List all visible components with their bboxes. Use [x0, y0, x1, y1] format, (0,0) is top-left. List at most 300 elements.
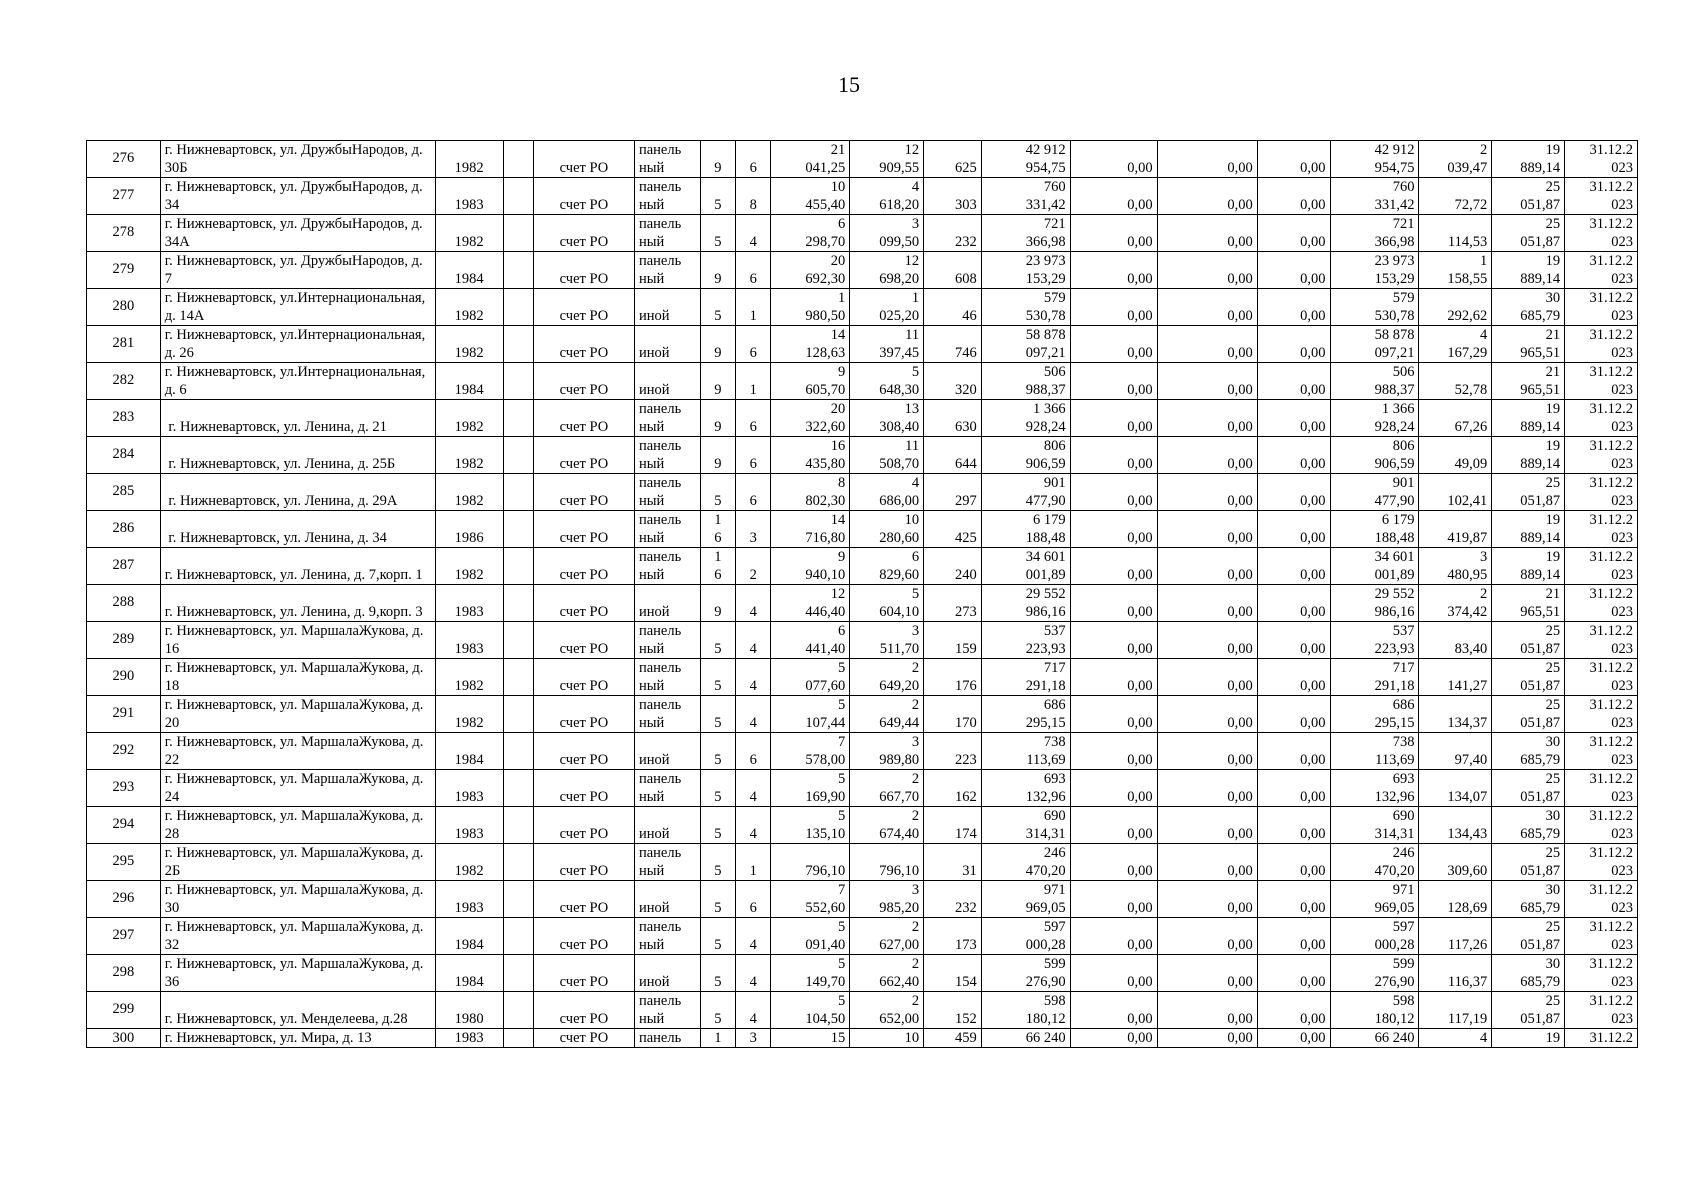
- cell-address: [160, 548, 435, 585]
- table-row: [87, 659, 1638, 696]
- cell-line: 29 552: [1025, 586, 1066, 602]
- cell-area-total: [771, 474, 850, 511]
- cell-fund-owners: [1330, 770, 1419, 807]
- cell-line: 167,29: [1447, 344, 1488, 361]
- cell-line: ный: [638, 455, 665, 472]
- cell-blank: [503, 326, 533, 363]
- cell-source: счет РО: [533, 1029, 634, 1048]
- cell-source: счет РО: [533, 437, 634, 474]
- cell-source: счет РО: [533, 585, 634, 622]
- cell-cost-total: [981, 1029, 1070, 1048]
- cell-line: 31.12.2: [1589, 956, 1633, 972]
- cell-fund-local: 0,00: [1257, 141, 1330, 178]
- cell-line: г. Нижневартовск, ул. Маршала: [164, 771, 359, 787]
- cell-blank: [503, 548, 533, 585]
- cell-line: 5: [714, 233, 722, 250]
- cell-entrances: 4: [736, 585, 771, 622]
- cell-residents: 232: [924, 215, 982, 252]
- cell-entrances: 6: [736, 141, 771, 178]
- cell-line: 331,42: [1025, 196, 1066, 213]
- cell-line: 5: [714, 307, 722, 324]
- cell-residents: 630: [924, 400, 982, 437]
- cell-line: 419,87: [1447, 529, 1488, 546]
- cell-fund-owners: [1330, 511, 1419, 548]
- cell-line: 685,79: [1520, 973, 1561, 990]
- cell-cost-total: [981, 511, 1070, 548]
- cell-line: 5: [911, 364, 920, 380]
- cell-line: 901: [1043, 475, 1066, 491]
- cell-line: 693: [1392, 771, 1415, 787]
- cell-material: [634, 363, 700, 400]
- cell-area-living: [850, 178, 924, 215]
- cell-material: [634, 733, 700, 770]
- cell-area-total: [771, 955, 850, 992]
- cell-fund-federal: 0,00: [1070, 585, 1157, 622]
- cell-residents: 425: [924, 511, 982, 548]
- cell-line: 31.12.2: [1589, 253, 1633, 269]
- cell-line: 3: [911, 216, 920, 232]
- cell-fund-regional: 0,00: [1157, 141, 1257, 178]
- cell-line: 107,44: [805, 714, 846, 731]
- cell-fund-federal: 0,00: [1070, 844, 1157, 881]
- cell-line: г. Нижневартовск, ул. Ленина, д. 21: [168, 418, 387, 435]
- cell-limit-cost: [1492, 733, 1565, 770]
- cell-year: 1984: [435, 918, 503, 955]
- cell-line: 1: [911, 290, 920, 306]
- cell-line: 31.12.2: [1589, 623, 1633, 639]
- cell-area-living: [850, 363, 924, 400]
- cell-num: 282: [87, 363, 161, 400]
- cell-material: [634, 289, 700, 326]
- cell-line: 889,14: [1520, 418, 1561, 435]
- cell-line: 1 366: [1033, 401, 1066, 417]
- cell-fund-owners: [1330, 141, 1419, 178]
- cell-area-total: [771, 437, 850, 474]
- cell-line: 023: [1611, 751, 1633, 768]
- cell-line: 965,51: [1520, 603, 1561, 620]
- cell-line: 980,50: [805, 307, 846, 324]
- cell-line: 3: [1480, 549, 1488, 565]
- cell-line: 134,37: [1447, 714, 1488, 731]
- cell-line: [639, 882, 696, 900]
- cell-entrances: 6: [736, 881, 771, 918]
- cell-line: 31.12.2: [1589, 919, 1633, 935]
- cell-fund-owners: [1330, 992, 1419, 1029]
- cell-area-total: [771, 807, 850, 844]
- cell-line: 169,90: [805, 788, 846, 805]
- cell-line: 135,10: [805, 825, 846, 842]
- cell-line: г. Нижневартовск, ул. Ленина, д. 25Б: [168, 455, 396, 472]
- cell-cost-total: [981, 141, 1070, 178]
- cell-year: 1983: [435, 178, 503, 215]
- cell-line: Народов, д. 30Б: [164, 142, 423, 176]
- cell-residents: 240: [924, 548, 982, 585]
- cell-line: г. Нижневартовск, ул. Маршала: [164, 919, 359, 935]
- cell-line: 31.12.2: [1589, 401, 1633, 417]
- cell-floors: [700, 696, 735, 733]
- cell-residents: 46: [924, 289, 982, 326]
- cell-line: [639, 364, 696, 382]
- cell-area-total: [771, 992, 850, 1029]
- cell-line: 83,40: [1454, 640, 1488, 657]
- cell-line: 291,18: [1025, 677, 1066, 694]
- cell-line: 49,09: [1454, 455, 1488, 472]
- cell-line: [1423, 882, 1487, 900]
- cell-num: 299: [87, 992, 161, 1029]
- cell-area-total: [771, 400, 850, 437]
- cell-area-living: [850, 844, 924, 881]
- cell-line: 6: [911, 549, 920, 565]
- cell-residents: 170: [924, 696, 982, 733]
- cell-limit-cost: [1492, 992, 1565, 1029]
- cell-line: 14: [830, 512, 846, 528]
- cell-area-living: [850, 585, 924, 622]
- cell-material: [634, 1029, 700, 1048]
- cell-fund-regional: 0,00: [1157, 659, 1257, 696]
- cell-line: 760: [1392, 179, 1415, 195]
- cell-material: [634, 696, 700, 733]
- cell-line: 20: [830, 253, 846, 269]
- cell-residents: 625: [924, 141, 982, 178]
- cell-source: счет РО: [533, 955, 634, 992]
- cell-line: 041,25: [805, 159, 846, 176]
- cell-year: 1986: [435, 511, 503, 548]
- cell-limit-cost: [1492, 289, 1565, 326]
- cell-line: ный: [638, 1010, 665, 1027]
- cell-limit-cost: [1492, 955, 1565, 992]
- table-row: [87, 474, 1638, 511]
- cell-fund-regional: 0,00: [1157, 918, 1257, 955]
- cell-line: 906,59: [1025, 455, 1066, 472]
- cell-line: 31.12.2: [1589, 993, 1633, 1009]
- cell-area-living: [850, 696, 924, 733]
- cell-line: 889,14: [1520, 270, 1561, 287]
- cell-fund-owners: [1330, 955, 1419, 992]
- cell-line: панель: [638, 179, 682, 195]
- cell-fund-federal: 0,00: [1070, 770, 1157, 807]
- cell-line: 180,12: [1025, 1010, 1066, 1027]
- cell-line: 5: [838, 919, 846, 935]
- cell-year: 1984: [435, 733, 503, 770]
- cell-area-living: [850, 252, 924, 289]
- cell-line: Жукова, д. 16: [164, 623, 424, 657]
- cell-address: [160, 1029, 435, 1048]
- cell-line: 31.12.2: [1589, 660, 1633, 676]
- cell-line: 051,87: [1520, 936, 1561, 953]
- cell-blank: [503, 918, 533, 955]
- cell-source: счет РО: [533, 289, 634, 326]
- cell-line: 97,40: [1454, 751, 1488, 768]
- cell-line: 969,05: [1374, 899, 1415, 916]
- table-row: [87, 696, 1638, 733]
- cell-line: 618,20: [879, 196, 920, 213]
- cell-line: 023: [1611, 307, 1633, 324]
- cell-line: Жукова, д. 2Б: [164, 845, 424, 879]
- cell-line: 19: [1545, 401, 1561, 417]
- cell-line: 077,60: [805, 677, 846, 694]
- cell-area-living: [850, 992, 924, 1029]
- cell-line: 4: [911, 179, 920, 195]
- cell-blank: [503, 252, 533, 289]
- cell-area-total: [771, 141, 850, 178]
- cell-line: корп. 3: [379, 603, 423, 620]
- cell-line: 508,70: [879, 455, 920, 472]
- cell-line: 023: [1611, 529, 1633, 546]
- cell-residents: 174: [924, 807, 982, 844]
- cell-line: 153,29: [1374, 270, 1415, 287]
- cell-line: 685,79: [1520, 825, 1561, 842]
- cell-num: 294: [87, 807, 161, 844]
- cell-line: 721: [1043, 216, 1066, 232]
- cell-line: 023: [1611, 1010, 1633, 1027]
- cell-line: 506: [1043, 364, 1066, 380]
- cell-line: 246: [1043, 845, 1066, 861]
- cell-source: счет РО: [533, 992, 634, 1029]
- table-row: [87, 585, 1638, 622]
- cell-deadline: [1565, 1029, 1638, 1048]
- cell-blank: [503, 844, 533, 881]
- cell-line: ный: [638, 566, 665, 583]
- cell-line: 023: [1611, 788, 1633, 805]
- cell-line: 7: [838, 734, 846, 750]
- cell-line: 965,51: [1520, 381, 1561, 398]
- cell-line: 223,93: [1374, 640, 1415, 657]
- cell-line: 051,87: [1520, 1010, 1561, 1027]
- cell-fund-local: 0,00: [1257, 178, 1330, 215]
- cell-fund-regional: 0,00: [1157, 474, 1257, 511]
- cell-num: 283: [87, 400, 161, 437]
- cell-line: 72,72: [1454, 196, 1488, 213]
- cell-fund-regional: 0,00: [1157, 844, 1257, 881]
- cell-line: Интернациональная, д. 6: [164, 364, 426, 398]
- cell-line: 674,40: [879, 825, 920, 842]
- cell-fund-federal: 0,00: [1070, 141, 1157, 178]
- cell-line: 023: [1611, 270, 1633, 287]
- cell-line: 530,78: [1374, 307, 1415, 324]
- cell-year: 1982: [435, 844, 503, 881]
- cell-line: 091,40: [805, 936, 846, 953]
- cell-line: 717: [1392, 660, 1415, 676]
- cell-line: 511,70: [879, 640, 920, 657]
- cell-area-living: [850, 1029, 924, 1048]
- cell-blank: [503, 659, 533, 696]
- cell-line: 2: [911, 808, 920, 824]
- cell-line: 9: [714, 381, 722, 398]
- cell-line: [639, 734, 696, 752]
- cell-line: 686: [1043, 697, 1066, 713]
- cell-line: Жукова, д. 24: [164, 771, 424, 805]
- cell-source: счет РО: [533, 696, 634, 733]
- cell-line: г. Нижневартовск, ул. Маршала: [164, 734, 359, 750]
- cell-line: 5: [714, 492, 722, 509]
- cell-line: 31.12.2: [1589, 179, 1633, 195]
- table-row: [87, 955, 1638, 992]
- cell-blank: [503, 289, 533, 326]
- cell-residents: 152: [924, 992, 982, 1029]
- cell-address: [160, 770, 435, 807]
- cell-line: [1423, 956, 1487, 974]
- cell-floors: [700, 474, 735, 511]
- cell-line: 9: [838, 364, 846, 380]
- cell-line: иной: [638, 307, 670, 324]
- cell-line: 023: [1611, 233, 1633, 250]
- cell-line: 132,96: [1374, 788, 1415, 805]
- cell-fund-owners: [1330, 807, 1419, 844]
- cell-source: счет РО: [533, 326, 634, 363]
- cell-line: 5: [838, 956, 846, 972]
- cell-specific-cost: [1419, 659, 1492, 696]
- cell-line: 295,15: [1374, 714, 1415, 731]
- cell-line: 5: [714, 973, 722, 990]
- cell-fund-local: 0,00: [1257, 437, 1330, 474]
- cell-source: счет РО: [533, 400, 634, 437]
- cell-line: 180,12: [1374, 1010, 1415, 1027]
- cell-line: корп. 1: [379, 566, 423, 583]
- cell-line: ный: [638, 233, 665, 250]
- cell-line: 223,93: [1025, 640, 1066, 657]
- cell-fund-owners: [1330, 881, 1419, 918]
- cell-line: 716,80: [805, 529, 846, 546]
- cell-line: 128,69: [1447, 899, 1488, 916]
- cell-deadline: [1565, 511, 1638, 548]
- cell-source: счет РО: [533, 178, 634, 215]
- cell-fund-regional: 0,00: [1157, 289, 1257, 326]
- cell-line: 470,20: [1025, 862, 1066, 879]
- cell-fund-federal: 0,00: [1070, 548, 1157, 585]
- cell-year: 1980: [435, 992, 503, 1029]
- cell-deadline: [1565, 918, 1638, 955]
- cell-address: [160, 474, 435, 511]
- cell-line: 685,79: [1520, 307, 1561, 324]
- cell-line: 686,00: [879, 492, 920, 509]
- cell-line: 4: [911, 475, 920, 491]
- cell-num: 278: [87, 215, 161, 252]
- cell-line: 25: [1545, 623, 1561, 639]
- cell-fund-regional: 0,00: [1157, 992, 1257, 1029]
- cell-line: г. Нижневартовск, ул. Маршала: [164, 697, 359, 713]
- cell-num: 290: [87, 659, 161, 696]
- cell-deadline: [1565, 622, 1638, 659]
- cell-source: счет РО: [533, 844, 634, 881]
- cell-line: 19: [1545, 512, 1561, 528]
- cell-line: 5: [714, 825, 722, 842]
- cell-cost-total: [981, 252, 1070, 289]
- cell-entrances: 1: [736, 363, 771, 400]
- cell-line: 2: [1480, 142, 1488, 158]
- cell-line: 19: [1545, 438, 1561, 454]
- cell-line: 506: [1392, 364, 1415, 380]
- cell-limit-cost: [1492, 881, 1565, 918]
- cell-floors: [700, 733, 735, 770]
- cell-fund-regional: 0,00: [1157, 548, 1257, 585]
- cell-fund-regional: 0,00: [1157, 881, 1257, 918]
- cell-deadline: [1565, 548, 1638, 585]
- cell-line: 889,14: [1520, 566, 1561, 583]
- cell-deadline: [1565, 807, 1638, 844]
- cell-line: 6: [838, 216, 846, 232]
- cell-line: 366,98: [1374, 233, 1415, 250]
- cell-material: [634, 548, 700, 585]
- cell-line: 721: [1392, 216, 1415, 232]
- cell-line: г. Нижневартовск, ул.: [164, 290, 298, 306]
- cell-line: 470,20: [1374, 862, 1415, 879]
- cell-line: 023: [1611, 196, 1633, 213]
- cell-fund-regional: 0,00: [1157, 807, 1257, 844]
- cell-line: 113,69: [1026, 751, 1066, 768]
- cell-specific-cost: [1419, 178, 1492, 215]
- cell-fund-owners: [1330, 178, 1419, 215]
- cell-line: 455,40: [805, 196, 846, 213]
- cell-cost-total: [981, 289, 1070, 326]
- cell-line: 25: [1545, 919, 1561, 935]
- cell-address: [160, 252, 435, 289]
- cell-line: ный: [638, 418, 665, 435]
- cell-specific-cost: [1419, 585, 1492, 622]
- cell-line: 889,14: [1520, 529, 1561, 546]
- cell-area-living: [850, 141, 924, 178]
- cell-cost-total: [981, 992, 1070, 1029]
- cell-line: 552,60: [805, 899, 846, 916]
- cell-fund-owners: [1330, 696, 1419, 733]
- cell-limit-cost: [1492, 844, 1565, 881]
- cell-line: 806: [1043, 438, 1066, 454]
- cell-entrances: 1: [736, 844, 771, 881]
- cell-line: 1 366: [1381, 401, 1415, 417]
- cell-deadline: [1565, 881, 1638, 918]
- cell-blank: [503, 215, 533, 252]
- cell-year: 1983: [435, 585, 503, 622]
- cell-line: 10: [904, 512, 920, 528]
- cell-line: 5: [714, 862, 722, 879]
- cell-line: 21: [1545, 586, 1561, 602]
- cell-line: 023: [1611, 936, 1633, 953]
- cell-line: 097,21: [1025, 344, 1066, 361]
- cell-line: 21: [830, 142, 846, 158]
- cell-limit-cost: [1492, 622, 1565, 659]
- cell-source: счет РО: [533, 252, 634, 289]
- table-row: [87, 141, 1638, 178]
- cell-line: 928,24: [1374, 418, 1415, 435]
- cell-line: 31.12.2: [1589, 475, 1633, 491]
- cell-line: 9: [714, 603, 722, 620]
- cell-line: Жукова, д. 20: [164, 697, 424, 731]
- cell-line: 662,40: [879, 973, 920, 990]
- cell-line: 31.12.2: [1589, 845, 1633, 861]
- cell-residents: 273: [924, 585, 982, 622]
- cell-entrances: 3: [736, 1029, 771, 1048]
- cell-source: счет РО: [533, 770, 634, 807]
- cell-limit-cost: [1492, 511, 1565, 548]
- cell-line: 597: [1392, 919, 1415, 935]
- cell-line: 6: [714, 566, 722, 583]
- cell-fund-local: 0,00: [1257, 992, 1330, 1029]
- cell-line: 276,90: [1374, 973, 1415, 990]
- cell-year: 1983: [435, 881, 503, 918]
- table-row: [87, 733, 1638, 770]
- cell-residents: 297: [924, 474, 982, 511]
- cell-line: 21: [1545, 364, 1561, 380]
- cell-line: 889,14: [1520, 455, 1561, 472]
- cell-floors: [700, 585, 735, 622]
- cell-line: 291,18: [1374, 677, 1415, 694]
- cell-residents: 223: [924, 733, 982, 770]
- cell-line: 2: [1480, 586, 1488, 602]
- cell-line: 690: [1043, 808, 1066, 824]
- cell-material: [634, 178, 700, 215]
- cell-source: счет РО: [533, 511, 634, 548]
- cell-specific-cost: [1419, 326, 1492, 363]
- cell-line: 31.12.2: [1589, 771, 1633, 787]
